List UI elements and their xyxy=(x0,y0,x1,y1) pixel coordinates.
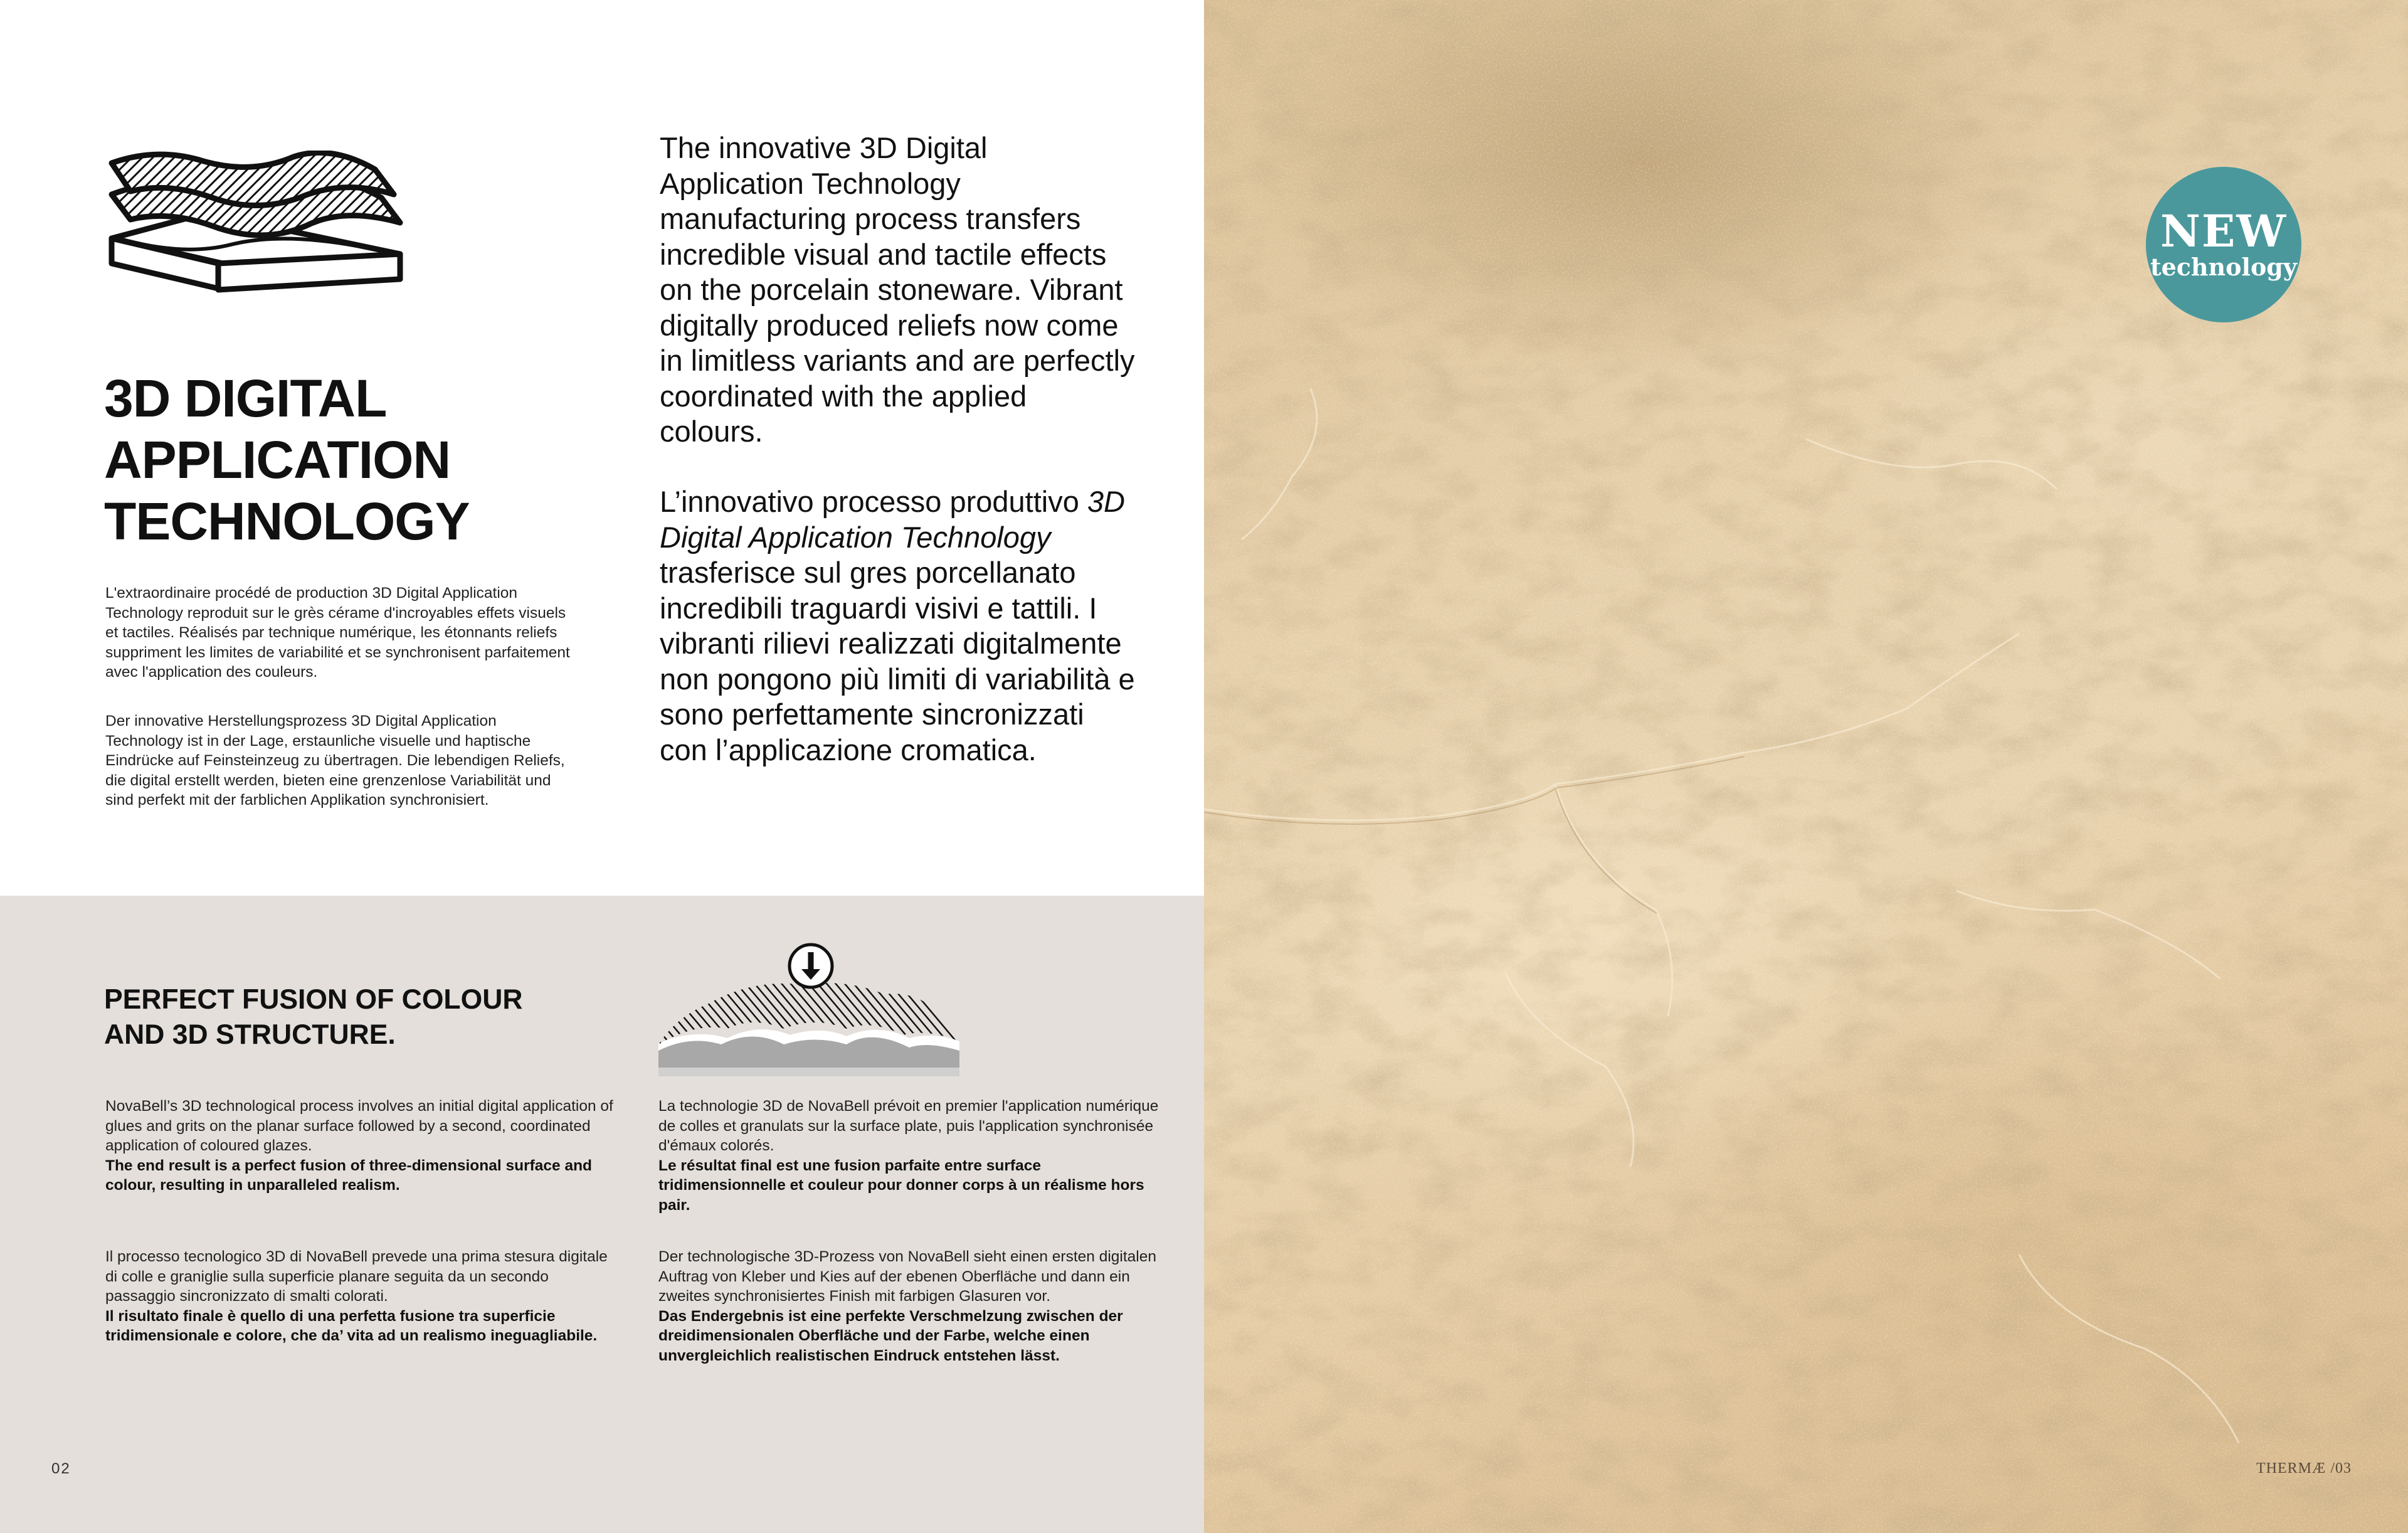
french-fusion-bold: Le résultat final est une fusion parfaite entre surface tridimensionnelle et couleur pour donner corps à un réalisme hors pair. xyxy=(658,1157,1144,1214)
page-number-left: 02 xyxy=(51,1460,71,1477)
italian-fusion-text xyxy=(105,1247,620,1346)
badge-new-label: NEW xyxy=(2160,205,2287,257)
title-line: APPLICATION xyxy=(104,430,451,489)
fusion-heading xyxy=(104,982,581,1053)
italian-intro xyxy=(660,484,1136,768)
badge-technology-label: technology xyxy=(2150,253,2297,281)
german-paragraph: Der innovative Herstellungsprozess 3D Digital Application Technology ist in der Lage, erstaunliche visuelle und haptische Eindrücke auf Feinsteinzeug zu übertragen. Die lebendigen Reliefs, die digital erstellt werden, bieten eine grenzenlose Variabilität und sind perfekt mit der farblichen Applikation synchronisiert. xyxy=(105,713,565,809)
italian-fusion-bold: Il risultato finale è quello di una perfetta fusione tra superficie tridimensionale e colore, che da’ vita ad un realismo ineguagliabile. xyxy=(105,1307,598,1344)
english-fusion-text xyxy=(105,1096,620,1196)
fusion-arrow-icon xyxy=(658,935,959,1085)
italian-intro-start: L’innovativo processo produttivo xyxy=(660,485,1087,518)
italian-intro-italic: 3D Digital Application Technology xyxy=(660,485,1126,554)
page-number-right: THERMÆ /03 xyxy=(2256,1460,2352,1477)
fusion-heading-line: AND 3D STRUCTURE. xyxy=(104,1019,396,1050)
title-line: 3D DIGITAL xyxy=(104,369,387,428)
page-title xyxy=(104,368,556,552)
italian-fusion-normal: Il processo tecnologico 3D di NovaBell prevede una prima stesura digitale di colle e graniglie sulla superficie planare seguita da un secondo passaggio sincronizzato di smalti colorati. xyxy=(105,1248,608,1305)
english-fusion-bold: The end result is a perfect fusion of three-dimensional surface and colour, resulting in unparalleled realism. xyxy=(105,1157,592,1194)
english-fusion-normal: NovaBell’s 3D technological process involves an initial digital application of glues and grits on the planar surface followed by a second, coordinated application of coloured glazes. xyxy=(105,1098,613,1154)
layers-3d-icon xyxy=(105,151,406,351)
italian-intro-end: trasferisce sul gres porcellanato incredibili traguardi visivi e tattili. I vibranti rilievi realizzati digitalmente non pongono più limiti di variabilità e sono perfettamente sincronizzati con l’applicazione cromatica. xyxy=(660,556,1135,767)
german-fusion-text xyxy=(658,1247,1160,1366)
new-technology-badge xyxy=(2146,167,2301,322)
fusion-heading-line: PERFECT FUSION OF COLOUR xyxy=(104,984,523,1015)
french-fusion-text xyxy=(658,1096,1160,1215)
german-fusion-bold: Das Endergebnis ist eine perfekte Verschmelzung zwischen der dreidimensionalen Oberfläche und der Farbe, welche einen unvergleichlich realistischen Eindruck entstehen lässt. xyxy=(658,1307,1123,1364)
stone-texture-photo xyxy=(1204,0,2408,1533)
english-intro: The innovative 3D Digital Application Technology manufacturing process transfers incredible visual and tactile effects on the porcelain stoneware. Vibrant digitally produced reliefs now come in limitless variants and are perfectly coordinated with the applied colours. xyxy=(660,131,1135,448)
french-paragraph: L'extraordinaire procédé de production 3D Digital Application Technology reproduit sur le grès cérame d'incroyables effets visuels et tactiles. Réalisés par technique numérique, les étonnants reliefs suppriment les limites de variabilité et se synchronisent parfaitement avec l'application des couleurs. xyxy=(105,585,570,681)
french-fusion-normal: La technologie 3D de NovaBell prévoit en premier l'application numérique de colles et granulats sur la surface plate, puis l'application synchronisée d'émaux colorés. xyxy=(658,1098,1159,1154)
title-line: TECHNOLOGY xyxy=(104,492,470,551)
german-fusion-normal: Der technologische 3D-Prozess von NovaBell sieht einen ersten digitalen Auftrag von Kleber und Kies auf der ebenen Oberfläche und dann ein zweites synchronisiertes Finish mit farbigen Glasuren vor. xyxy=(658,1248,1156,1305)
intro-section xyxy=(0,0,1204,896)
